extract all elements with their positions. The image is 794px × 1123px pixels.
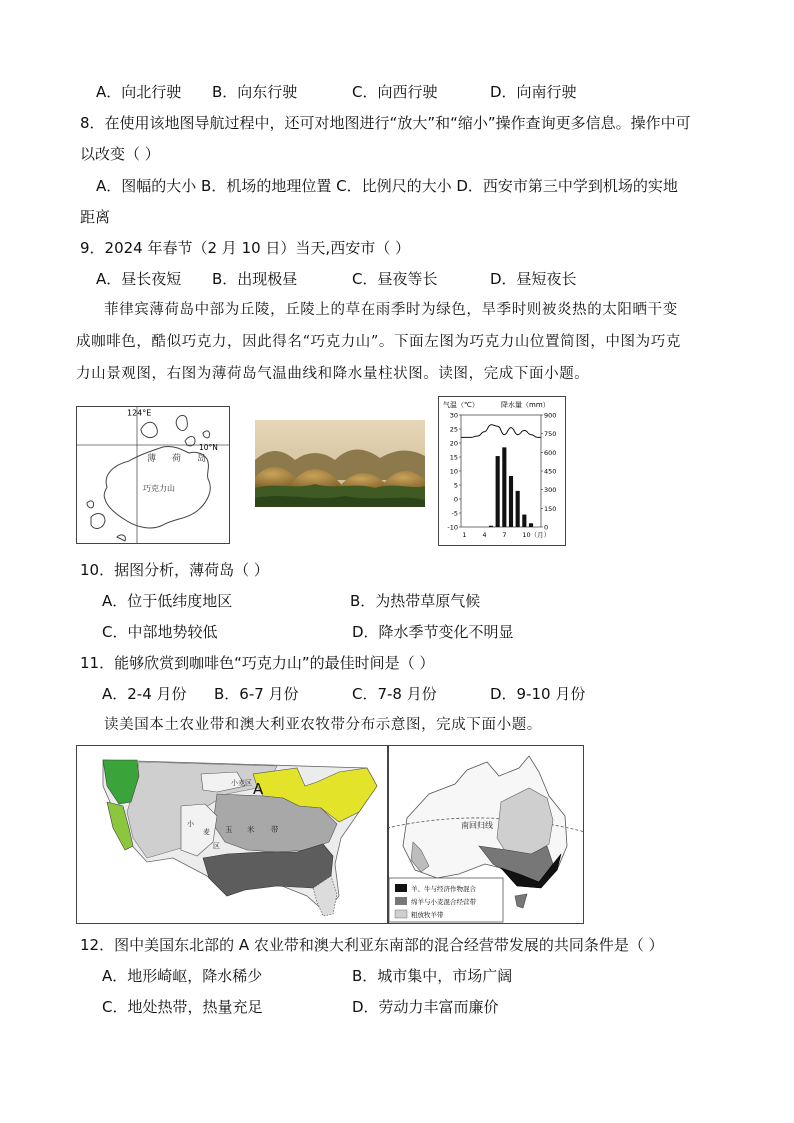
legend-item-3: 粗放牧羊带 — [411, 911, 444, 919]
q11-stem: 11．能够欣赏到咖啡色“巧克力山”的最佳时间是（ ） — [80, 654, 435, 672]
q12-option-b: B．城市集中，市场广阔 — [352, 967, 513, 985]
passage1-line1: 菲律宾薄荷岛中部为丘陵，丘陵上的草在雨季时为绿色，旱季时则被炎热的太阳晒干变 — [104, 302, 678, 318]
passage1-line3: 力山景观图，右图为薄荷岛气温曲线和降水量柱状图。读图，完成下面小题。 — [76, 366, 590, 382]
q11-option-a: A．2-4 月份 — [102, 685, 187, 703]
q9-stem: 9．2024 年春节（2 月 10 日）当天,西安市（ ） — [80, 239, 410, 257]
q7-option-c: C．向西行驶 — [352, 83, 438, 101]
precip-bar — [509, 476, 513, 527]
q11-option-c: C．7-8 月份 — [352, 685, 437, 703]
precip-tick-label: 750 — [544, 430, 557, 439]
q12-option-c: C．地处热带，热量充足 — [102, 998, 263, 1016]
temp-tick-label: -10 — [447, 523, 458, 532]
precip-bar — [529, 523, 533, 527]
month-tick-label: 4 — [482, 531, 487, 539]
temp-tick-label: 20 — [449, 439, 458, 448]
precip-tick-label: 300 — [544, 486, 557, 495]
chocolate-hills-label: 巧克力山 — [143, 484, 175, 493]
q12-stem: 12．图中美国东北部的 A 农业带和澳大利亚东南部的混合经营带发展的共同条件是（ ） — [80, 936, 664, 954]
q10-option-d: D．降水季节变化不明显 — [352, 623, 514, 641]
island-name-char3: 岛 — [197, 454, 207, 464]
q9-option-d: D．昼短夜长 — [490, 270, 577, 288]
legend-item-1: 羊、牛与经济作物混合 — [411, 885, 476, 893]
us-agriculture-map — [76, 745, 388, 924]
precip-tick-label: 150 — [544, 504, 557, 513]
q10-option-c: C．中部地势较低 — [102, 623, 218, 641]
passage1-line2: 成咖啡色，酷似巧克力，因此得名“巧克力山”。下面左图为巧克力山位置简图，中图为巧克 — [76, 334, 681, 350]
wheat-char1: 小 — [187, 820, 194, 828]
precip-tick-label: 0 — [544, 523, 549, 532]
precip-bar — [489, 526, 493, 527]
temp-tick-label: -5 — [451, 509, 458, 518]
temp-tick-label: 15 — [449, 453, 458, 462]
precip-bar — [502, 447, 506, 527]
q10-option-b: B．为热带草原气候 — [350, 592, 481, 610]
q8-stem-line1: 8．在使用该地图导航过程中，还可对地图进行“放大”和“缩小”操作查询更多信息。操作中可 — [80, 114, 691, 132]
q11-option-b: B．6-7 月份 — [214, 685, 299, 703]
region-a-label: A — [253, 780, 264, 798]
q9-option-b: B．出现极昼 — [212, 270, 298, 288]
temp-tick-label: 5 — [453, 481, 458, 490]
corn-char3: 带 — [271, 825, 279, 834]
passage2: 读美国本土农业带和澳大利亚农牧带分布示意图，完成下面小题。 — [104, 717, 542, 733]
q7-option-a: A．向北行驶 — [96, 83, 182, 101]
q7-option-b: B．向东行驶 — [212, 83, 298, 101]
q11-option-d: D．9-10 月份 — [490, 685, 586, 703]
wheat-char2: 麦 — [203, 828, 210, 836]
longitude-label: 124°E — [127, 408, 152, 418]
q9-option-a: A．昼长夜短 — [96, 270, 182, 288]
wheat-char3: 区 — [213, 842, 220, 850]
chocolate-hills-photo — [255, 420, 425, 507]
latitude-label: 10°N — [199, 443, 218, 452]
temp-axis-header: 气温（℃） — [443, 401, 479, 409]
temperature-curve — [461, 425, 541, 438]
small-wheat-label: 小麦区 — [231, 779, 252, 787]
plot-frame — [461, 415, 541, 527]
island-name-char1: 薄 — [147, 454, 157, 464]
precip-tick-label: 900 — [544, 411, 557, 420]
temp-tick-label: 0 — [453, 495, 458, 504]
precip-bar — [496, 456, 500, 527]
climate-chart — [438, 396, 566, 546]
q10-stem: 10．据图分析，薄荷岛（ ） — [80, 561, 269, 579]
temp-tick-label: 10 — [449, 467, 458, 476]
island-name-char2: 荷 — [172, 454, 182, 464]
q8-options-line2: 距离 — [80, 208, 111, 226]
precip-tick-label: 450 — [544, 467, 557, 476]
q8-options-line1: A．图幅的大小 B．机场的地理位置 C．比例尺的大小 D．西安市第三中学到机场的实地 — [96, 177, 678, 195]
corn-char1: 玉 — [225, 825, 233, 834]
australia-agriculture-map — [388, 745, 584, 924]
month-tick-label: 10（月） — [522, 531, 551, 539]
precip-bar — [522, 515, 526, 527]
month-tick-label: 7 — [502, 531, 507, 539]
month-tick-label: 1 — [462, 531, 467, 539]
temp-tick-label: 25 — [449, 425, 458, 434]
corn-char2: 米 — [247, 825, 255, 834]
q8-stem-line2: 以改变（ ） — [80, 145, 160, 163]
island-location-map — [76, 406, 230, 544]
q12-option-d: D．劳动力丰富而廉价 — [352, 998, 499, 1016]
q12-option-a: A．地形崎岖，降水稀少 — [102, 967, 263, 985]
precip-bar — [516, 491, 520, 527]
q9-option-c: C．昼夜等长 — [352, 270, 438, 288]
q10-option-a: A．位于低纬度地区 — [102, 592, 233, 610]
legend-item-2: 绵羊与小麦混合经营带 — [411, 898, 476, 906]
precip-axis-header: 降水量（mm） — [501, 401, 550, 409]
temp-tick-label: 30 — [449, 411, 458, 420]
precip-tick-label: 600 — [544, 448, 557, 457]
q7-option-d: D．向南行驶 — [490, 83, 577, 101]
tropic-capricorn-label: 南回归线 — [461, 821, 493, 830]
